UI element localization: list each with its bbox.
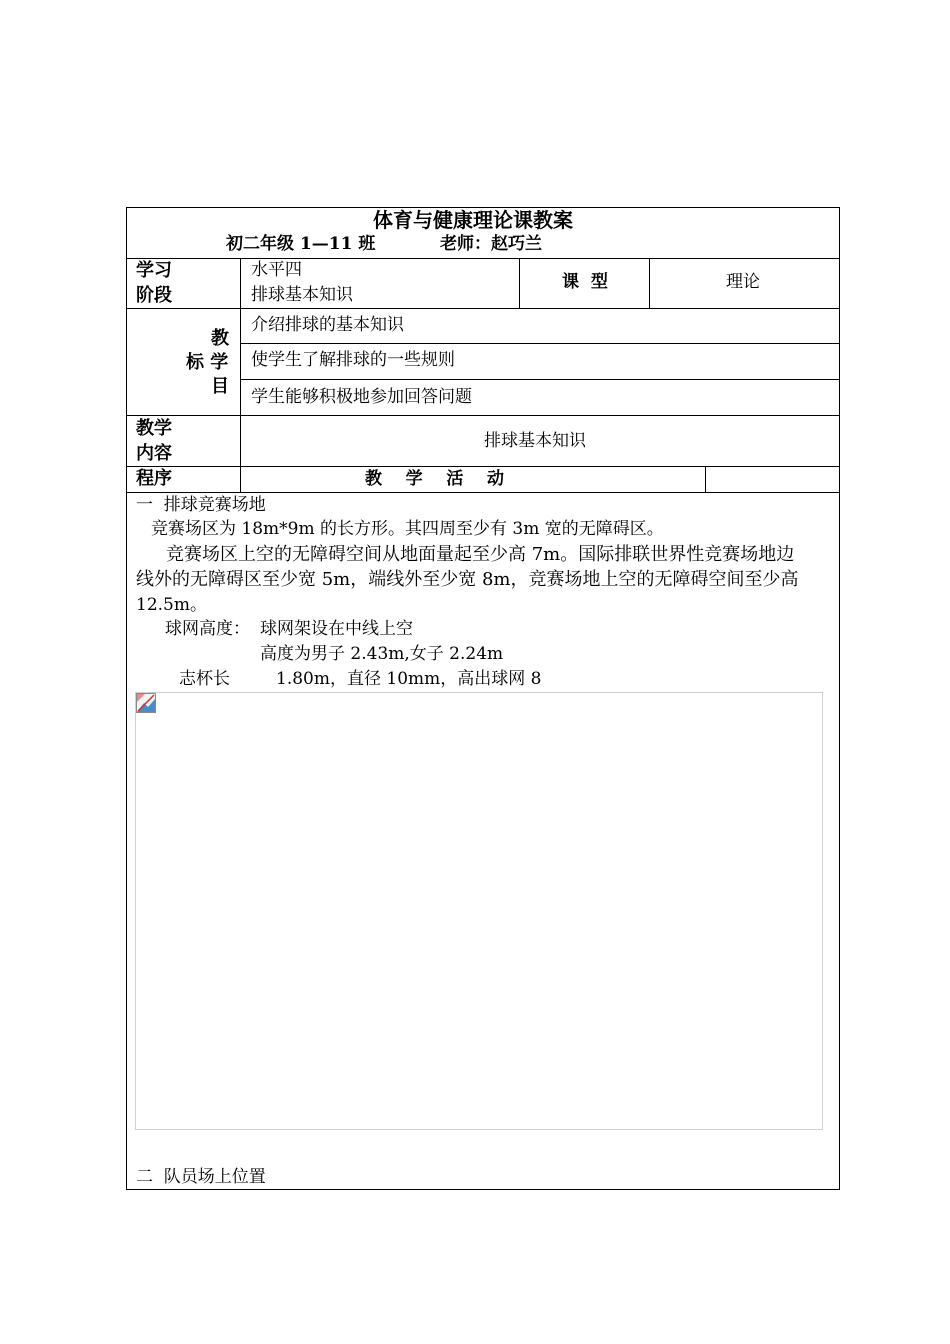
procedure-activity: 教 学 活 动 [365,469,505,489]
rule-goals-bottom [126,415,840,416]
rule-stage-type [649,258,650,308]
net-height-text2: 高度为男子 2.43m,女子 2.24m [260,644,504,664]
section2-heading: 二 队员场上位置 [136,1167,266,1187]
stage-label-line1: 学习 [136,260,172,281]
paragraph-2-line3: 12.5m。 [136,595,207,615]
rule-content-bottom [126,466,840,467]
rule-stage-mid [519,258,520,308]
rule-procedure-end [705,466,706,492]
content-value: 排球基本知识 [484,431,586,451]
goals-label-char1: 教 [211,328,229,349]
stage-label-line2: 阶段 [136,285,172,306]
rule-procedure-bottom [126,492,840,493]
rule-stage-bottom [126,308,840,309]
net-height-text1: 球网架设在中线上空 [260,619,413,639]
page-title: 体育与健康理论课教案 [373,208,573,232]
section1-heading: 一 排球竞赛场地 [136,495,266,515]
rule-header-bottom [126,258,840,259]
court-diagram-image [135,692,823,1130]
paragraph-2-line1: 竞赛场区上空的无障碍空间从地面量起至少高 7m。国际排联世界性竞赛场地边 [166,544,795,565]
paragraph-2-line2: 线外的无障碍区至少宽 5m，端线外至少宽 8m，竞赛场地上空的无障碍空间至少高 [136,569,799,590]
rule-goal1-bottom [241,343,840,344]
rule-label-column [240,258,241,492]
lesson-type-value: 理论 [726,272,760,292]
goal-item-1: 介绍排球的基本知识 [251,315,404,335]
lesson-type-label: 课 型 [562,272,608,292]
stage-value-line2: 排球基本知识 [251,285,353,305]
content-label-line1: 教学 [136,418,172,439]
class-info: 初二年级 1—11 班 [226,234,376,254]
content-label-line2: 内容 [136,443,172,464]
pole-label: 志杯长 [179,669,230,689]
rule-goal2-bottom [241,379,840,380]
broken-image-icon [136,693,156,713]
goal-item-3: 学生能够积极地参加回答问题 [251,387,472,407]
procedure-label: 程序 [136,468,172,489]
goals-label-char2: 标 学 [186,352,229,373]
pole-text: 1.80m，直径 10mm，高出球网 8 [276,669,542,689]
paragraph-1: 竞赛场区为 18m*9m 的长方形。其四周至少有 3m 宽的无障碍区。 [151,519,664,539]
teacher-name: 老师：赵巧兰 [440,234,542,254]
goals-label-char3: 目 [211,376,229,397]
net-height-label: 球网高度： [165,619,250,639]
goal-item-2: 使学生了解排球的一些规则 [251,350,455,370]
stage-value-line1: 水平四 [251,260,302,280]
